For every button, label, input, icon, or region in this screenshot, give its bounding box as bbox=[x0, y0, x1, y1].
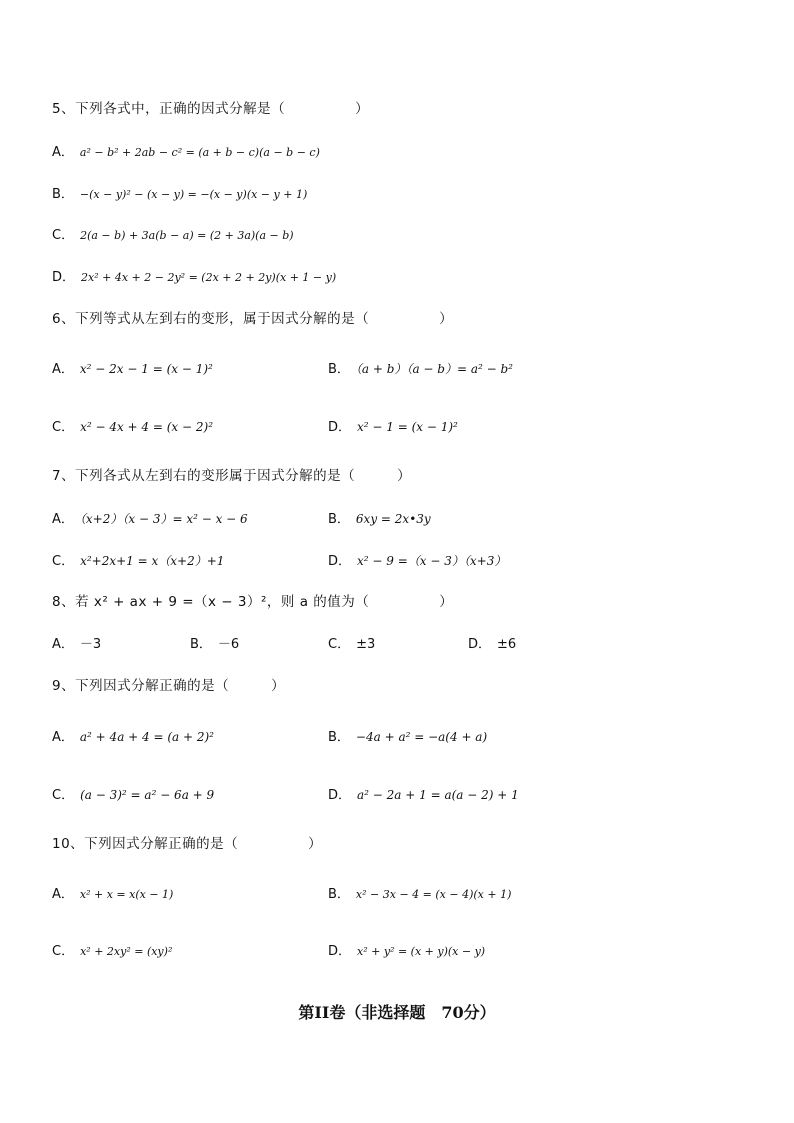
q5-option-d[interactable] bbox=[52, 270, 336, 286]
option-label: B． bbox=[328, 512, 350, 527]
option-expression: ±6 bbox=[497, 637, 517, 652]
option-label: B． bbox=[328, 362, 350, 377]
option-expression: a² + 4a + 4 = (a + 2)² bbox=[79, 730, 214, 744]
q9-option-c[interactable] bbox=[52, 787, 214, 804]
option-expression: x² + 2xy² = (xy)² bbox=[80, 945, 173, 958]
q9-option-d[interactable] bbox=[328, 787, 519, 804]
option-expression: （a + b）（a − b）= a² − b² bbox=[355, 362, 513, 376]
q5-option-a[interactable] bbox=[52, 145, 320, 161]
option-expression: −4a + a² = −a(4 + a) bbox=[355, 730, 488, 744]
option-label: B． bbox=[328, 730, 350, 745]
q7-option-a[interactable] bbox=[52, 511, 248, 528]
option-expression: a² − b² + 2ab − c² = (a + b − c)(a − b − c) bbox=[79, 146, 320, 159]
option-label: C． bbox=[52, 228, 75, 243]
option-label: A． bbox=[52, 512, 74, 527]
option-expression: a² − 2a + 1 = a(a − 2) + 1 bbox=[357, 788, 519, 802]
q8-option-b[interactable] bbox=[190, 637, 239, 653]
q10-option-b[interactable] bbox=[328, 887, 511, 903]
q9-option-a[interactable] bbox=[52, 729, 214, 746]
option-label: D． bbox=[468, 637, 492, 652]
option-label: A． bbox=[52, 637, 74, 652]
option-label: C． bbox=[52, 944, 75, 959]
q8-option-d[interactable] bbox=[468, 637, 516, 653]
q10-option-c[interactable] bbox=[52, 944, 172, 960]
question-7-stem: 7、下列各式从左到右的变形属于因式分解的是（ ） bbox=[52, 468, 412, 484]
option-expression: －6 bbox=[217, 637, 240, 652]
option-label: A． bbox=[52, 145, 74, 160]
q7-option-c[interactable] bbox=[52, 553, 224, 570]
q10-option-d[interactable] bbox=[328, 944, 485, 960]
option-label: A． bbox=[52, 887, 74, 902]
option-label: D． bbox=[328, 420, 352, 435]
option-expression: 2x² + 4x + 2 − 2y² = (2x + 2 + 2y)(x + 1 − y) bbox=[81, 271, 337, 284]
option-expression: (a − 3)² = a² − 6a + 9 bbox=[80, 788, 215, 802]
option-label: B． bbox=[328, 887, 350, 902]
q8-option-a[interactable] bbox=[52, 637, 101, 653]
option-label: D． bbox=[52, 270, 76, 285]
option-label: D． bbox=[328, 554, 352, 569]
option-expression: 2(a − b) + 3a(b − a) = (2 + 3a)(a − b) bbox=[80, 229, 294, 242]
option-expression: x² − 2x − 1 = (x − 1)² bbox=[79, 362, 213, 376]
option-expression: x² − 9 =（x − 3）（x+3） bbox=[357, 554, 507, 568]
q6-option-a[interactable] bbox=[52, 361, 213, 378]
q6-option-b[interactable] bbox=[328, 361, 513, 378]
question-10-stem: 10、下列因式分解正确的是（ ） bbox=[52, 836, 323, 852]
question-8-stem: 8、若 x² + ax + 9 =（x − 3）²，则 a 的值为（ ） bbox=[52, 594, 454, 610]
option-label: C． bbox=[52, 788, 75, 803]
question-9-stem: 9、下列因式分解正确的是（ ） bbox=[52, 678, 286, 694]
option-label: B． bbox=[52, 187, 74, 202]
option-expression: x² + y² = (x + y)(x − y) bbox=[357, 945, 486, 958]
option-label: C． bbox=[52, 554, 75, 569]
option-label: D． bbox=[328, 788, 352, 803]
option-expression: －3 bbox=[79, 637, 102, 652]
option-expression: x² − 3x − 4 = (x − 4)(x + 1) bbox=[355, 888, 512, 901]
option-expression: −(x − y)² − (x − y) = −(x − y)(x − y + 1) bbox=[79, 188, 308, 201]
option-expression: 6xy = 2x•3y bbox=[355, 512, 431, 526]
q9-option-b[interactable] bbox=[328, 729, 487, 746]
q8-option-c[interactable] bbox=[328, 637, 375, 653]
option-label: A． bbox=[52, 362, 74, 377]
q10-option-a[interactable] bbox=[52, 887, 173, 903]
q5-option-c[interactable] bbox=[52, 228, 294, 244]
option-expression: ±3 bbox=[356, 637, 376, 652]
option-label: D． bbox=[328, 944, 352, 959]
question-5-stem: 5、下列各式中，正确的因式分解是（ ） bbox=[52, 101, 370, 117]
q5-option-b[interactable] bbox=[52, 187, 307, 203]
option-label: C． bbox=[328, 637, 351, 652]
question-6-stem: 6、下列等式从左到右的变形，属于因式分解的是（ ） bbox=[52, 311, 454, 327]
section-title: 第II卷（非选择题 70分） bbox=[298, 1003, 496, 1022]
q6-option-d[interactable] bbox=[328, 419, 458, 436]
option-expression: x² − 4x + 4 = (x − 2)² bbox=[80, 420, 214, 434]
option-label: A． bbox=[52, 730, 74, 745]
q7-option-b[interactable] bbox=[328, 511, 431, 528]
q7-option-d[interactable] bbox=[328, 553, 506, 570]
q6-option-c[interactable] bbox=[52, 419, 213, 436]
option-expression: （x+2）（x − 3）= x² − x − 6 bbox=[79, 512, 248, 526]
option-expression: x² + x = x(x − 1) bbox=[79, 888, 174, 901]
option-expression: x²+2x+1 = x（x+2）+1 bbox=[80, 554, 225, 568]
option-label: B． bbox=[190, 637, 212, 652]
option-expression: x² − 1 = (x − 1)² bbox=[357, 420, 458, 434]
option-label: C． bbox=[52, 420, 75, 435]
